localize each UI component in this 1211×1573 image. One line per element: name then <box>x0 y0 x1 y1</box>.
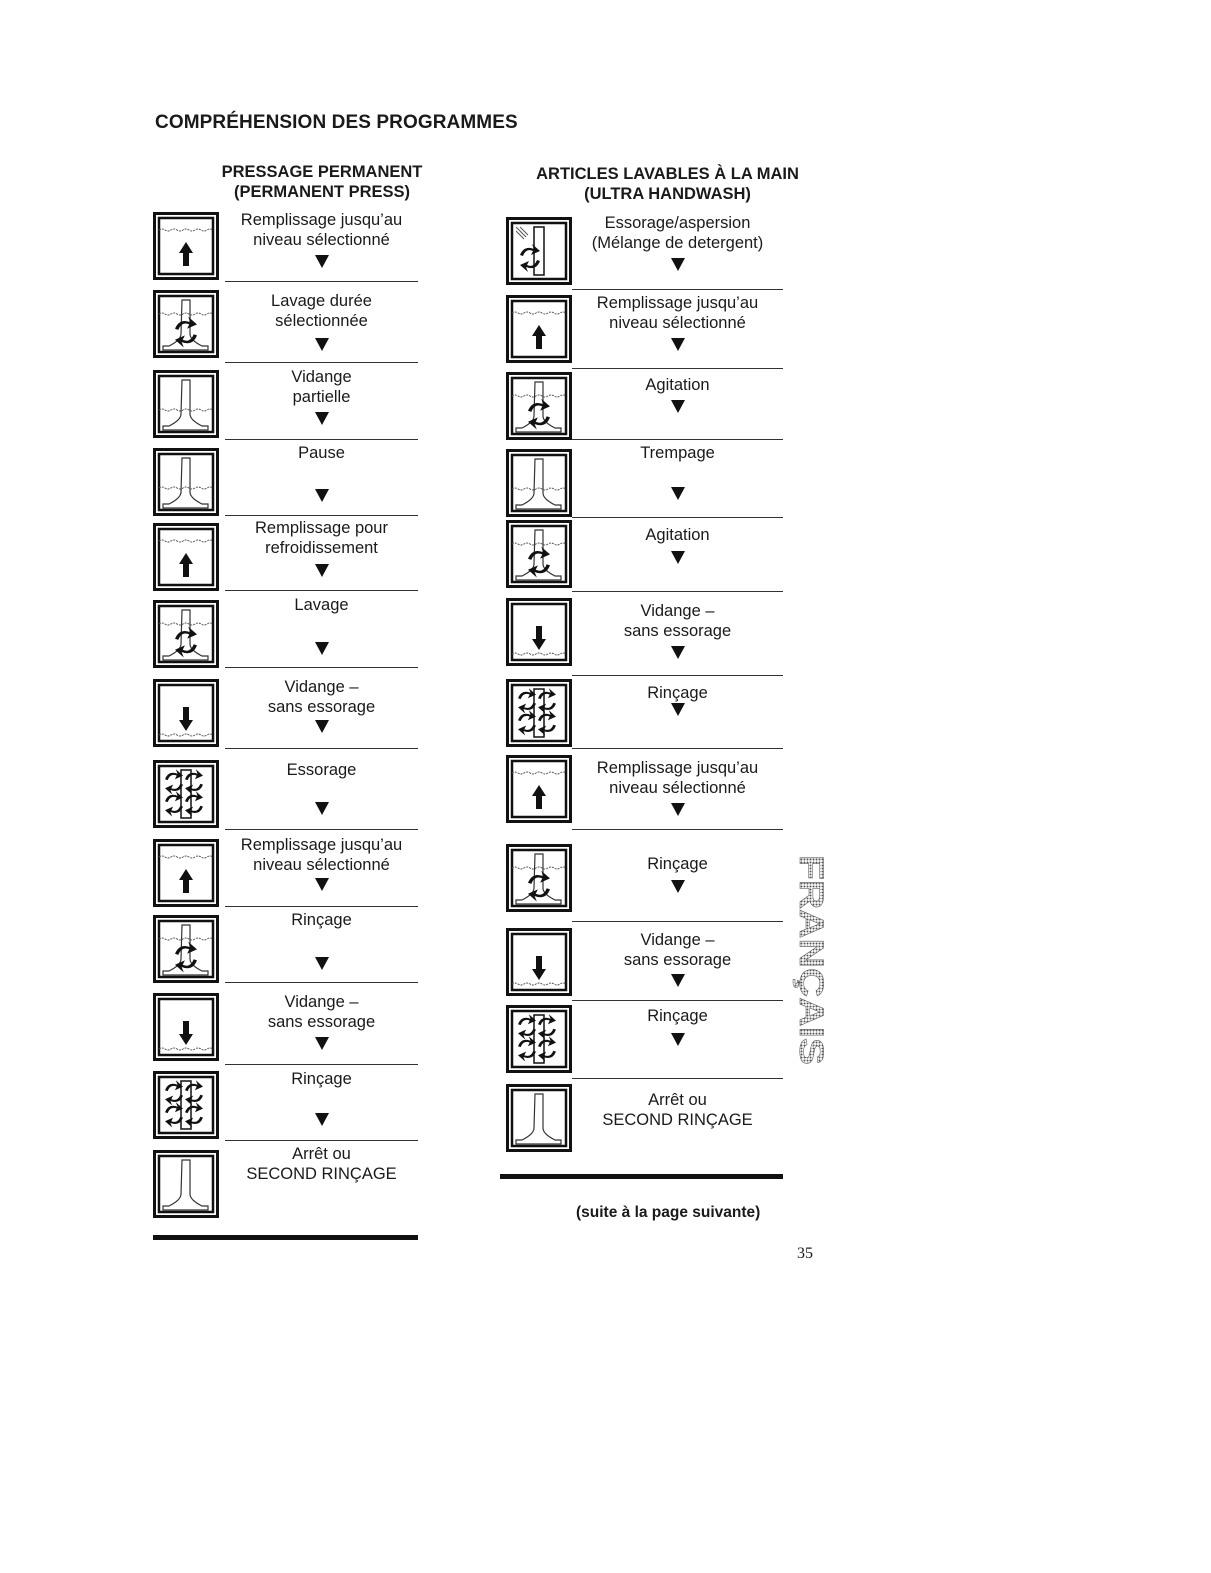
step-divider <box>225 667 418 668</box>
step-divider <box>572 675 783 676</box>
wash-agitate-icon <box>153 290 219 358</box>
wash-agitate-icon <box>153 600 219 668</box>
pause-icon <box>506 449 572 517</box>
step-label <box>572 683 783 703</box>
step-label <box>572 213 783 253</box>
step-label <box>225 210 418 250</box>
step-label-line: Agitation <box>645 526 710 544</box>
fill-icon <box>153 212 219 280</box>
step-label <box>572 1090 783 1130</box>
step-label <box>225 677 418 717</box>
step-label-line: Remplissage pour <box>255 519 388 537</box>
down-arrow-icon <box>315 1037 329 1050</box>
fill-icon <box>506 755 572 823</box>
step-label-line: Trempage <box>640 444 715 462</box>
step-label-line: Essorage/aspersion <box>604 214 751 232</box>
left-heading-line-1: PRESSAGE PERMANENT <box>221 163 423 181</box>
step-label <box>225 595 418 615</box>
step-label <box>225 835 418 875</box>
step-divider <box>225 748 418 749</box>
step-label-line: Arrêt ou <box>648 1091 707 1109</box>
drain-icon <box>153 993 219 1061</box>
step-label-line: niveau sélectionné <box>609 779 746 797</box>
down-arrow-icon <box>671 400 685 413</box>
spin-icon <box>153 760 219 828</box>
step-label-line: niveau sélectionné <box>609 314 746 332</box>
step-label-line: sans essorage <box>267 1013 376 1031</box>
down-arrow-icon <box>315 802 329 815</box>
step-divider <box>572 1078 783 1079</box>
step-label-line: SECOND RINÇAGE <box>246 1165 397 1183</box>
step-divider <box>572 289 783 290</box>
step-divider <box>225 982 418 983</box>
step-label-line: Lavage durée <box>271 292 372 310</box>
step-label-line: Essorage <box>286 761 357 779</box>
down-arrow-icon <box>671 258 685 271</box>
drain-icon <box>153 679 219 747</box>
down-arrow-icon <box>671 1033 685 1046</box>
step-divider <box>572 368 783 369</box>
step-label-line: Rinçage <box>291 1070 352 1088</box>
step-divider <box>225 1064 418 1065</box>
down-arrow-icon <box>315 642 329 655</box>
down-arrow-icon <box>671 551 685 564</box>
step-divider <box>572 1000 783 1001</box>
step-label-line: Rinçage <box>647 1007 708 1025</box>
step-label-line: sélectionnée <box>275 312 368 330</box>
step-label-line: partielle <box>292 388 351 406</box>
step-label-line: Rinçage <box>647 684 708 702</box>
step-label <box>225 760 418 780</box>
down-arrow-icon <box>315 412 329 425</box>
step-label-line: Pause <box>298 444 345 462</box>
svg-text:FRANÇAIS: FRANÇAIS <box>792 855 830 1031</box>
step-label <box>572 525 783 545</box>
partial-drain-icon <box>153 370 219 438</box>
step-label <box>225 518 418 558</box>
step-label-line: Vidange – <box>640 602 715 620</box>
rinse-agitate-icon <box>506 844 572 912</box>
step-divider <box>225 1140 418 1141</box>
down-arrow-icon <box>671 703 685 716</box>
right-heading-line-2: (ULTRA HANDWASH) <box>584 185 751 203</box>
spin-icon <box>153 1071 219 1139</box>
step-label-line: sans essorage <box>623 622 732 640</box>
down-arrow-icon <box>315 720 329 733</box>
fill-icon <box>153 839 219 907</box>
step-label <box>225 1069 418 1089</box>
right-heading-line-1: ARTICLES LAVABLES À LA MAIN <box>536 165 799 183</box>
step-divider <box>572 829 783 830</box>
spin-spray-icon <box>506 217 572 285</box>
step-label-line: niveau sélectionné <box>253 231 390 249</box>
stop-icon <box>506 1084 572 1152</box>
step-divider <box>225 590 418 591</box>
step-divider <box>225 439 418 440</box>
spin-icon <box>506 1005 572 1073</box>
step-label-line: Vidange – <box>640 931 715 949</box>
drain-icon <box>506 598 572 666</box>
step-divider <box>572 517 783 518</box>
down-arrow-icon <box>671 487 685 500</box>
down-arrow-icon <box>315 489 329 502</box>
page-number: 35 <box>797 1245 813 1262</box>
right-end-rule <box>500 1174 783 1179</box>
step-label <box>572 375 783 395</box>
step-label <box>225 1144 418 1184</box>
step-label-line: Vidange – <box>284 993 359 1011</box>
step-divider <box>225 829 418 830</box>
step-divider <box>225 362 418 363</box>
stop-icon <box>153 1150 219 1218</box>
step-label <box>572 601 783 641</box>
step-label-line: Rinçage <box>291 911 352 929</box>
step-label-line: Vidange <box>291 368 352 386</box>
step-divider <box>225 515 418 516</box>
left-column-heading <box>150 162 494 202</box>
step-label <box>225 367 418 407</box>
page-title: COMPRÉHENSION DES PROGRAMMES <box>155 112 518 133</box>
drain-icon <box>506 928 572 996</box>
step-label-line: Agitation <box>645 376 710 394</box>
left-end-rule <box>153 1235 418 1240</box>
step-label <box>572 443 783 463</box>
step-label-line: sans essorage <box>267 698 376 716</box>
step-label-line: refroidissement <box>265 539 378 557</box>
down-arrow-icon <box>671 338 685 351</box>
step-divider <box>572 439 783 440</box>
step-label-line: Remplissage jusqu’au <box>240 211 403 229</box>
down-arrow-icon <box>315 564 329 577</box>
step-label-line: (Mélange de detergent) <box>591 234 764 252</box>
pause-icon <box>153 448 219 516</box>
down-arrow-icon <box>315 255 329 268</box>
step-label-line: Lavage <box>294 596 349 614</box>
down-arrow-icon <box>315 338 329 351</box>
continued-note: (suite à la page suivante) <box>576 1204 761 1221</box>
down-arrow-icon <box>315 878 329 891</box>
step-divider <box>225 281 418 282</box>
step-label <box>572 1006 783 1026</box>
wash-agitate-icon <box>506 520 572 588</box>
step-label <box>572 758 783 798</box>
step-label <box>572 854 783 874</box>
step-label-line: Remplissage jusqu’au <box>596 759 759 777</box>
step-label <box>225 291 418 331</box>
step-label <box>572 293 783 333</box>
right-column-heading <box>505 164 830 204</box>
step-label-line: sans essorage <box>623 951 732 969</box>
step-label-line: Remplissage jusqu’au <box>596 294 759 312</box>
fill-icon <box>506 295 572 363</box>
down-arrow-icon <box>671 974 685 987</box>
step-divider <box>572 921 783 922</box>
step-label-line: Remplissage jusqu’au <box>240 836 403 854</box>
down-arrow-icon <box>671 803 685 816</box>
left-heading-line-2: (PERMANENT PRESS) <box>233 183 410 201</box>
step-label-line: Arrêt ou <box>292 1145 351 1163</box>
down-arrow-icon <box>671 880 685 893</box>
step-label-line: niveau sélectionné <box>253 856 390 874</box>
down-arrow-icon <box>315 1113 329 1126</box>
step-label <box>225 443 418 463</box>
step-label <box>225 910 418 930</box>
side-tab-francais <box>790 855 830 1067</box>
step-divider <box>572 748 783 749</box>
step-label-line: Vidange – <box>284 678 359 696</box>
down-arrow-icon <box>671 646 685 659</box>
wash-agitate-icon <box>506 372 572 440</box>
step-label-line: SECOND RINÇAGE <box>602 1111 753 1129</box>
step-label <box>572 930 783 970</box>
fill-icon <box>153 523 219 591</box>
spin-icon <box>506 679 572 747</box>
down-arrow-icon <box>315 957 329 970</box>
step-divider <box>225 906 418 907</box>
step-divider <box>572 591 783 592</box>
step-label <box>225 992 418 1032</box>
rinse-agitate-icon <box>153 915 219 983</box>
step-label-line: Rinçage <box>647 855 708 873</box>
